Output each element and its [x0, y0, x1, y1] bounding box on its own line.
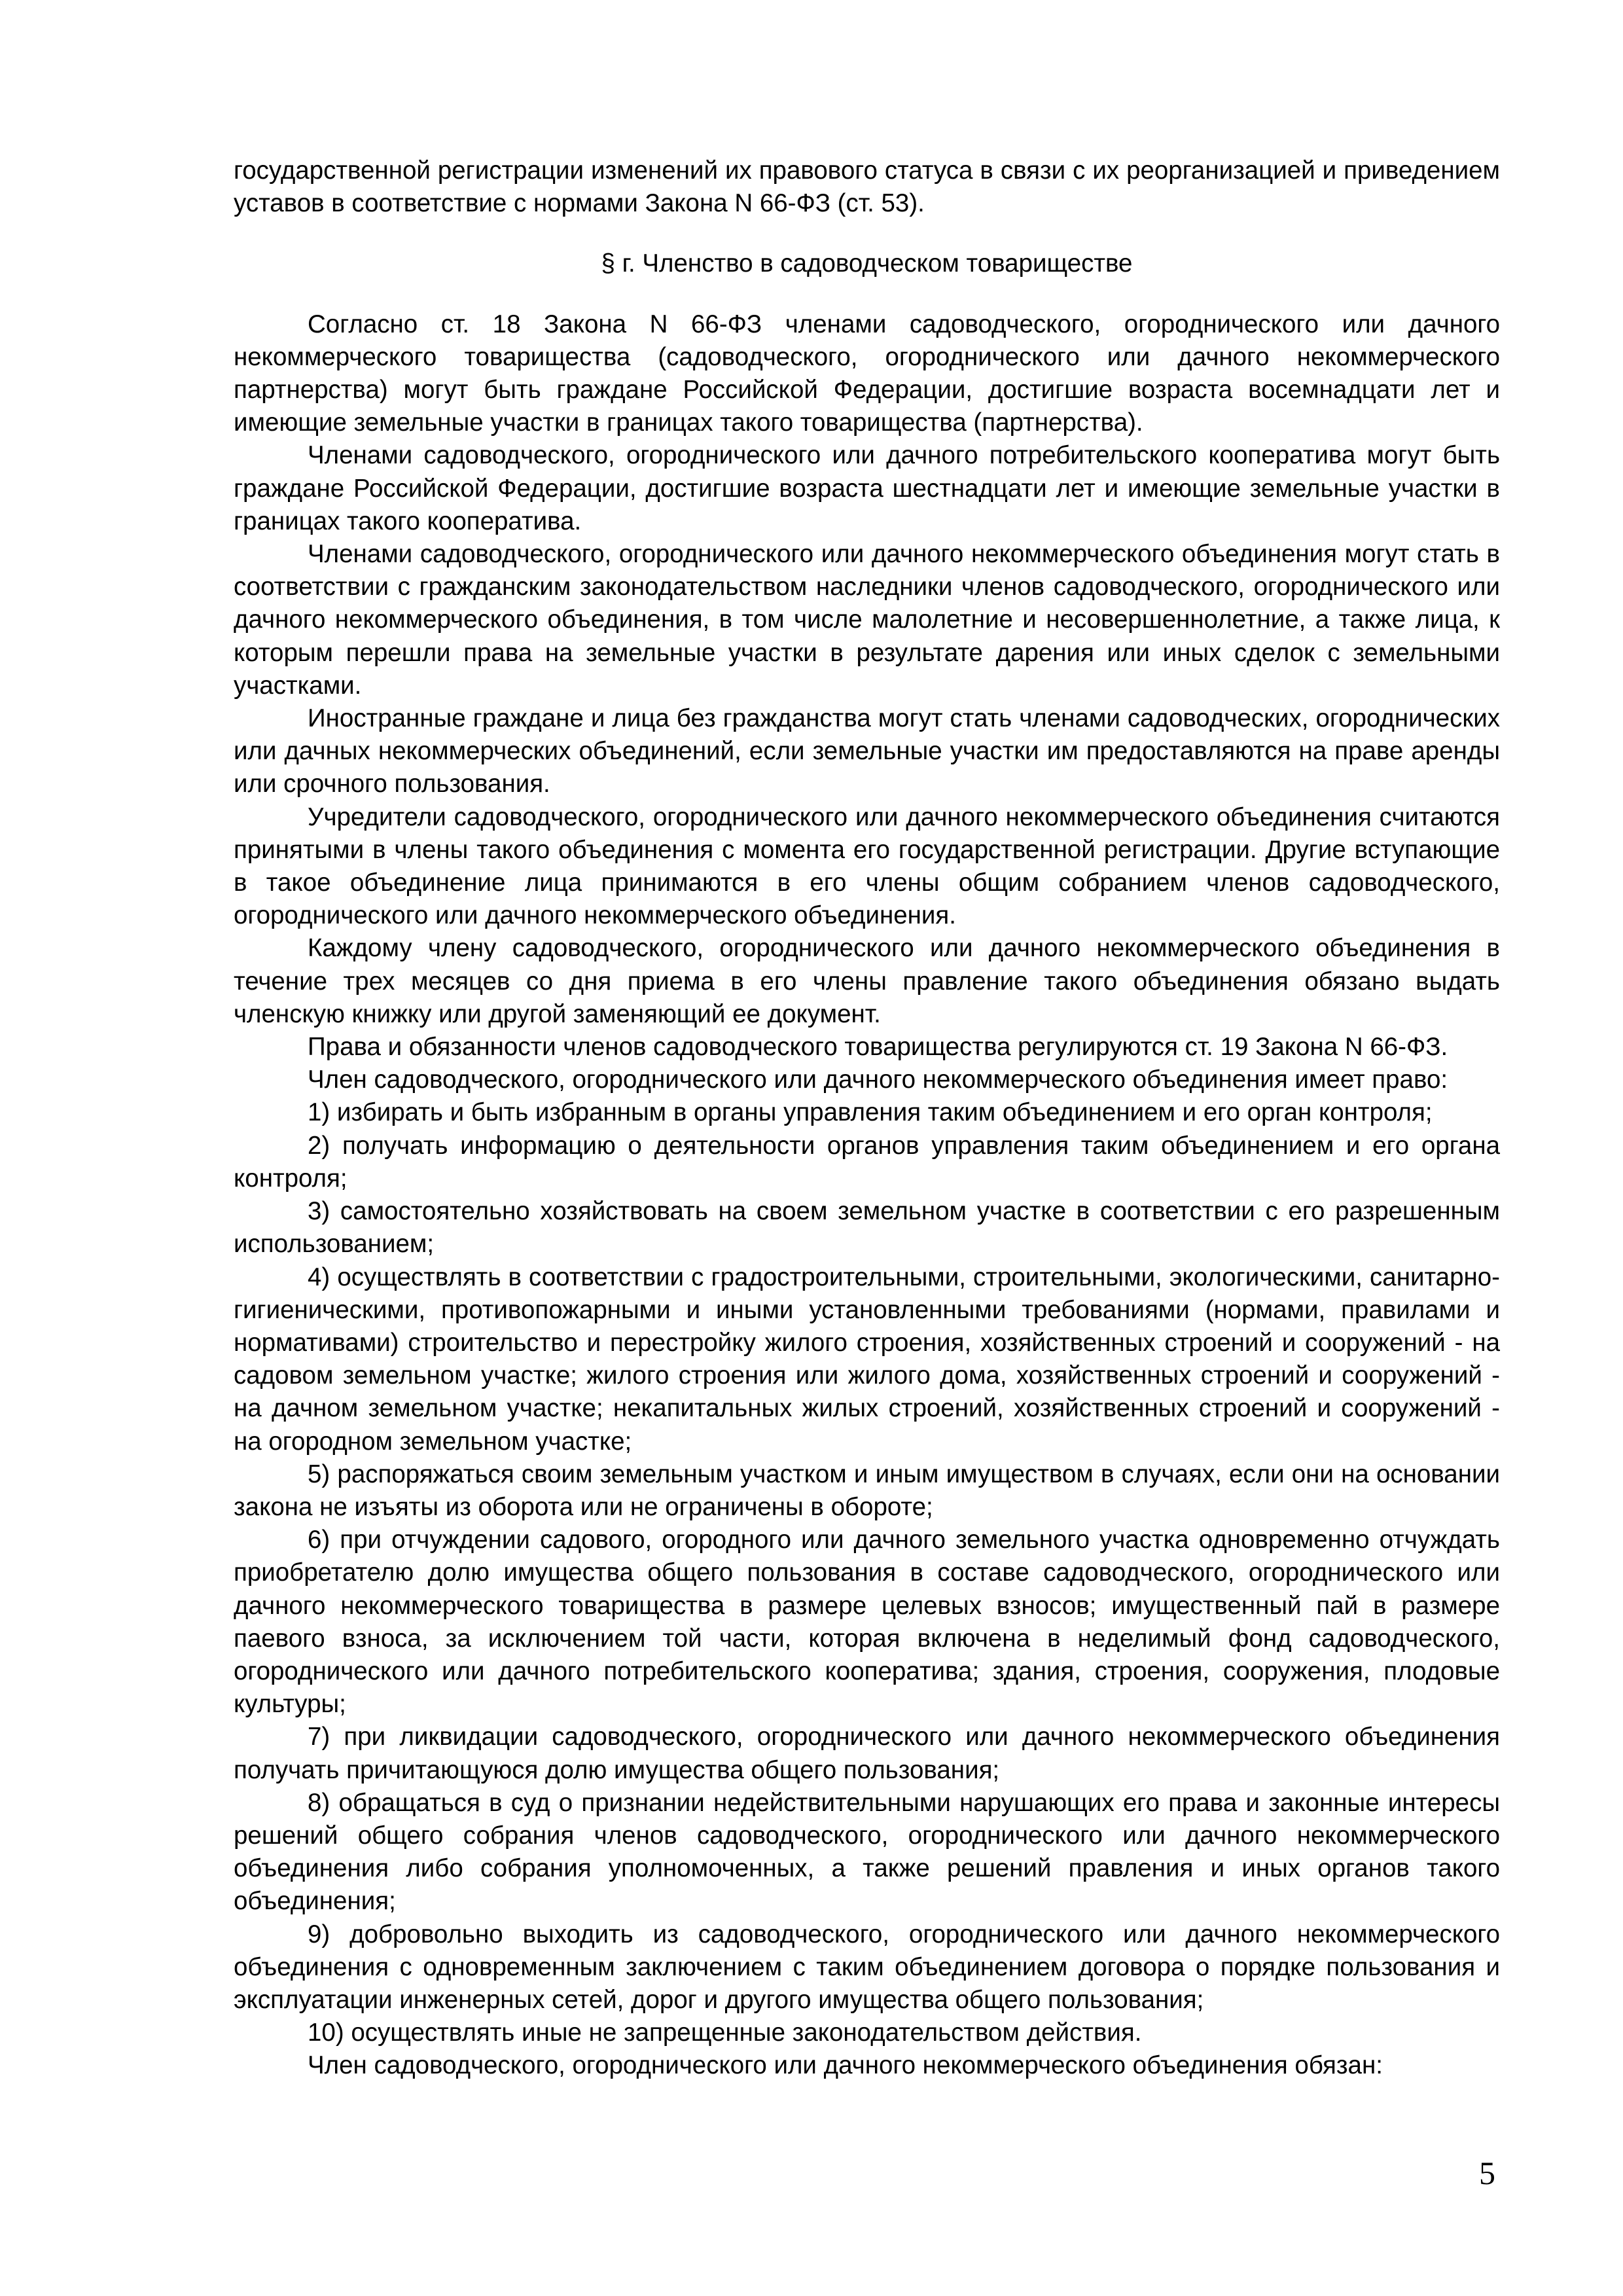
list-item-right-4: 4) осуществлять в соответствии с градостроительными, строительными, экологическими, санитарно-гигиеническими, противопожарными и иными установленными требованиями (нормами, правилами и нормативами) строительство и перестройку жилого строения, хозяйственных строений и сооружений - на садовом земельном участке; жилого строения или жилого дома, хозяйственных строений и сооружений - на дачном земельном участке; некапитальных жилых строений, хозяйственных строений и сооружений - на огородном земельном участке;: [234, 1263, 1500, 1456]
paragraph-membership-partnership: Согласно ст. 18 Закона N 66-ФЗ членами садоводческого, огороднического или дачного некоммерческого товарищества (садоводческого, огороднического или дачного некоммерческого партнерства) могут быть граждане Российской Федерации, достигшие возраста восемнадцати лет и имеющие земельные участки в границах такого товарищества (партнерства).: [234, 310, 1500, 437]
document-page: [234, 154, 1500, 2083]
list-item-right-7: 7) при ликвидации садоводческого, огороднического или дачного некоммерческого объединения получать причитающуюся долю имущества общего пользования;: [234, 1723, 1500, 1784]
paragraph-duties-intro: Член садоводческого, огороднического или дачного некоммерческого объединения обязан:: [308, 2051, 1383, 2080]
page-number: 5: [1479, 2155, 1495, 2191]
list-item-right-5: 5) распоряжаться своим земельным участком и иным имуществом в случаях, если они на основании закона не изъяты из оборота или не ограничены в обороте;: [234, 1460, 1500, 1521]
list-item-right-9: 9) добровольно выходить из садоводческого, огороднического или дачного некоммерческого объединения с одновременным заключением с таким объединением договора о порядке пользования и эксплуатации инженерных сетей, дорог и другого имущества общего пользования;: [234, 1920, 1500, 2014]
list-item-right-6: 6) при отчуждении садового, огородного или дачного земельного участка одновременно отчуждать приобретателю долю имущества общего пользования в составе садоводческого, огороднического или дачного некоммерческого товарищества в размере целевых взносов; имущественный пай в размере паевого взноса, за исключением той части, которая включена в неделимый фонд садоводческого, огороднического или дачного потребительского кооператива; здания, строения, сооружения, плодовые культуры;: [234, 1526, 1500, 1719]
paragraph-rights-duties-reference: Права и обязанности членов садоводческого товарищества регулируются ст. 19 Закона N 66-ФЗ.: [308, 1033, 1448, 1062]
paragraph-membership-foreigners: Иностранные граждане и лица без гражданства могут стать членами садоводческих, огороднических или дачных некоммерческих объединений, если земельные участки им предоставляются на праве аренды или срочного пользования.: [234, 704, 1500, 798]
list-item-right-8: 8) обращаться в суд о признании недействительными нарушающих его права и законные интересы решений общего собрания членов садоводческого, огороднического или дачного некоммерческого объединения либо собрания уполномоченных, а также решений правления и иных органов такого объединения;: [234, 1788, 1500, 1916]
list-item-right-2: 2) получать информацию о деятельности органов управления таким объединением и его органа контроля;: [234, 1131, 1500, 1193]
section-heading: § г. Членство в садоводческом товариществе: [601, 249, 1133, 278]
list-item-right-10: 10) осуществлять иные не запрещенные законодательством действия.: [308, 2018, 1142, 2047]
paragraph-rights-intro: Член садоводческого, огороднического или дачного некоммерческого объединения имеет право:: [308, 1066, 1448, 1094]
paragraph-founders-admission: Учредители садоводческого, огороднического или дачного некоммерческого объединения считаются принятыми в члены такого объединения с момента его государственной регистрации. Другие вступающие в такое объединение лица принимаются в его члены общим собранием членов садоводческого, огороднического или дачного некоммерческого объединения.: [234, 802, 1500, 930]
paragraph-membership-heirs: Членами садоводческого, огороднического или дачного некоммерческого объединения могут стать в соответствии с гражданским законодательством наследники членов садоводческого, огороднического или дачного некоммерческого объединения, в том числе малолетние и несовершеннолетние, а также лица, к которым перешли права на земельные участки в результате дарения или иных сделок с земельными участками.: [234, 540, 1500, 700]
intro-paragraph: государственной регистрации изменений их правового статуса в связи с их реорганизацией и приведением уставов в соответствие с нормами Закона N 66-ФЗ (ст. 53).: [234, 156, 1500, 218]
paragraph-membership-cooperative: Членами садоводческого, огороднического или дачного потребительского кооператива могут быть граждане Российской Федерации, достигшие возраста шестнадцати лет и имеющие земельные участки в границах такого кооператива.: [234, 441, 1500, 535]
list-item-right-3: 3) самостоятельно хозяйствовать на своем земельном участке в соответствии с его разрешенным использованием;: [234, 1197, 1500, 1259]
list-item-right-1: 1) избирать и быть избранным в органы управления таким объединением и его орган контроля;: [308, 1098, 1433, 1127]
paragraph-membership-book: Каждому члену садоводческого, огороднического или дачного некоммерческого объединения в течение трех месяцев со дня приема в его члены правление такого объединения обязано выдать членскую книжку или другой заменяющий ее документ.: [234, 934, 1500, 1028]
